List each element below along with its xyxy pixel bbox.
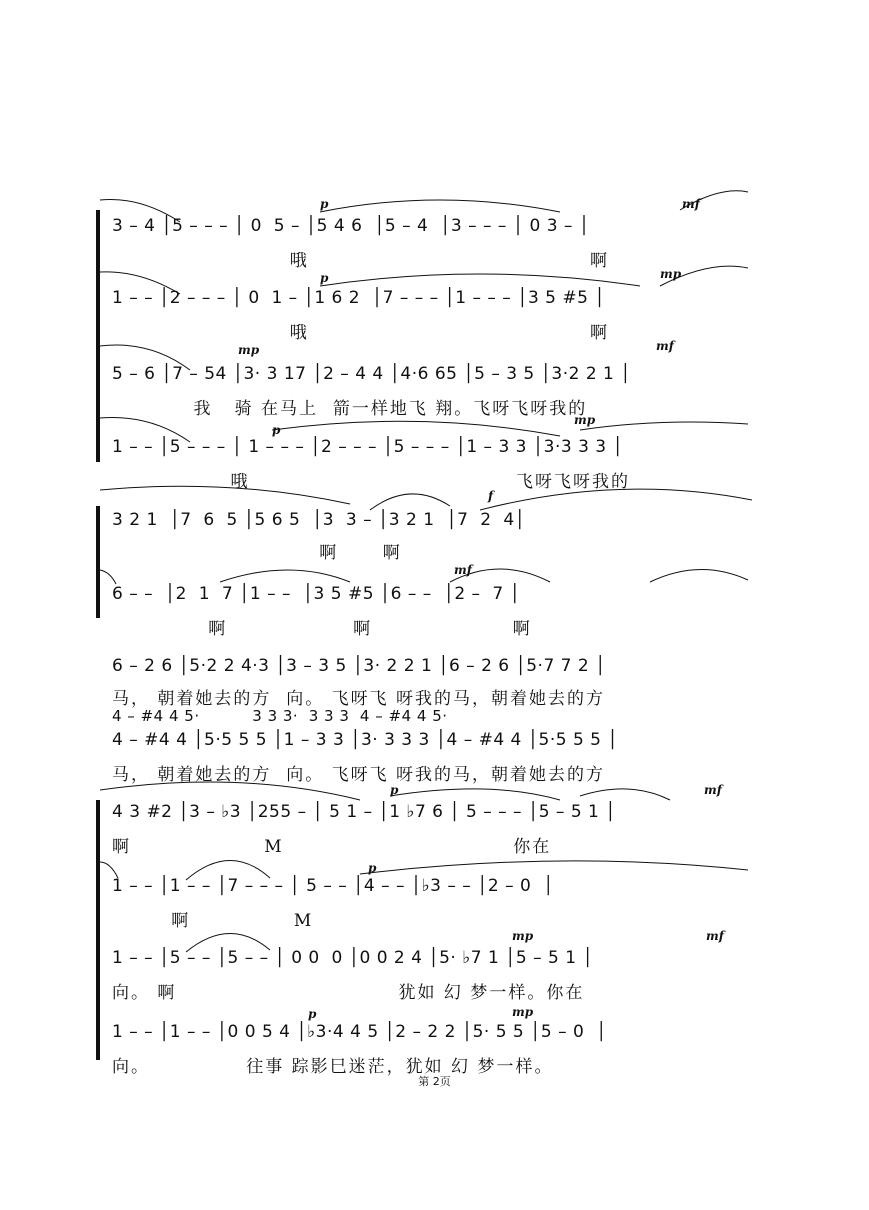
- dynamic-mark: f: [488, 489, 494, 503]
- page-number: 第 2页: [418, 1075, 451, 1088]
- dynamic-mark: mp: [512, 929, 534, 943]
- dynamic-mark: mf: [656, 339, 674, 353]
- notation-line: 1 – – │1 – – │7 – – – │ 5 – – │4 – – │♭3 – – │2 – 0 │: [112, 876, 554, 896]
- dynamic-mark: mf: [454, 563, 472, 577]
- lyrics-line: 啊 M: [112, 911, 314, 931]
- dynamic-mark: mp: [512, 1005, 534, 1019]
- notation-line: 1 – – │1 – – │0 0 5 4 │♭3·4 4 5 │2 – 2 2 │5· 5 5 │5 – 0 │: [112, 1022, 607, 1042]
- dynamic-mark: p: [390, 783, 399, 797]
- lyrics-line: 马， 朝着她去的方 向。 飞呀飞 呀我的马，朝着她去的方: [112, 689, 606, 709]
- notation-line: 1 – – │5 – – – │ 1 – – – │2 – – – │5 – – – │1 – 3 3 │3·3 3 3 │: [112, 437, 624, 457]
- notation-line: 1 – – │5 – – │5 – – │ 0 0 0 │0 0 2 4 │5· ♭7 1 │5 – 5 1 │: [112, 948, 594, 968]
- notation-line: 3 – 4 │5 – – – │ 0 5 – │5 4 6 │5 – 4 │3 – – – │ 0 3 – │: [112, 216, 590, 236]
- lyrics-line: 哦 啊: [112, 323, 610, 343]
- lyrics-line: 向。 往事 踪影巳迷茫，犹如 幻 梦一样。: [112, 1057, 554, 1077]
- notation-line: 4 – #4 4 │5·5 5 5 │1 – 3 3 │3· 3 3 3 │4 – #4 4 │5·5 5 5 │: [112, 730, 619, 750]
- dynamic-mark: mf: [706, 929, 724, 943]
- notation-line: 3 2 1 │7 6 5 │5 6 5 │3 3 – │3 2 1 │7 2 4│: [112, 510, 526, 530]
- lyrics-line: 马， 朝着她去的方 向。 飞呀飞 呀我的马，朝着她去的方: [112, 765, 606, 785]
- dynamic-mark: mp: [238, 343, 260, 357]
- dynamic-mark: mp: [660, 267, 682, 281]
- lyrics-line: 向。 啊 犹如 幻 梦一样。你在: [112, 983, 585, 1003]
- dynamic-mark: mf: [682, 197, 700, 211]
- lyrics-line: 啊 啊 啊: [112, 619, 532, 639]
- dynamic-mark: p: [308, 1007, 317, 1021]
- notation-line: 1 – – │2 – – – │ 0 1 – │1 6 2 │7 – – – │1 – – – │3 5 #5 │: [112, 288, 606, 308]
- notation-line: 5 – 6 │7 – 54 │3· 3 17 │2 – 4 4 │4·6 65 │5 – 3 5 │3·2 2 1 │: [112, 364, 632, 384]
- notation-line: 6 – 2 6 │5·2 2 4·3 │3 – 3 5 │3· 2 2 1 │6 – 2 6 │5·7 7 2 │: [112, 656, 606, 676]
- lyrics-line: 啊 啊: [112, 543, 402, 563]
- dynamic-mark: mf: [704, 783, 722, 797]
- dynamic-mark: p: [272, 423, 281, 437]
- dynamic-mark: p: [320, 271, 329, 285]
- dynamic-mark: mp: [574, 413, 596, 427]
- lyrics-line: 我 骑 在马上 箭一样地飞 翔。飞呀飞呀我的: [112, 399, 588, 419]
- lyrics-line: 哦 啊: [112, 251, 610, 271]
- notation-line: 6 – – │2 1 7 │1 – – │3 5 #5 │6 – – │2 – 7 │: [112, 584, 521, 604]
- dynamic-mark: p: [320, 197, 329, 211]
- dynamic-mark: p: [368, 861, 377, 875]
- lyrics-line: 啊 M 你在: [112, 837, 552, 857]
- lyrics-line: 哦 飞呀飞呀我的: [112, 472, 630, 492]
- notation-line: 4 3 #2 │3 – ♭3 │255 – │ 5 1 – │1 ♭7 6 │ 5 – – – │5 – 5 1 │: [112, 802, 616, 822]
- notation-line: 4 – #4 4 5· 3 3 3· 3 3 3 4 – #4 4 5·: [112, 707, 448, 725]
